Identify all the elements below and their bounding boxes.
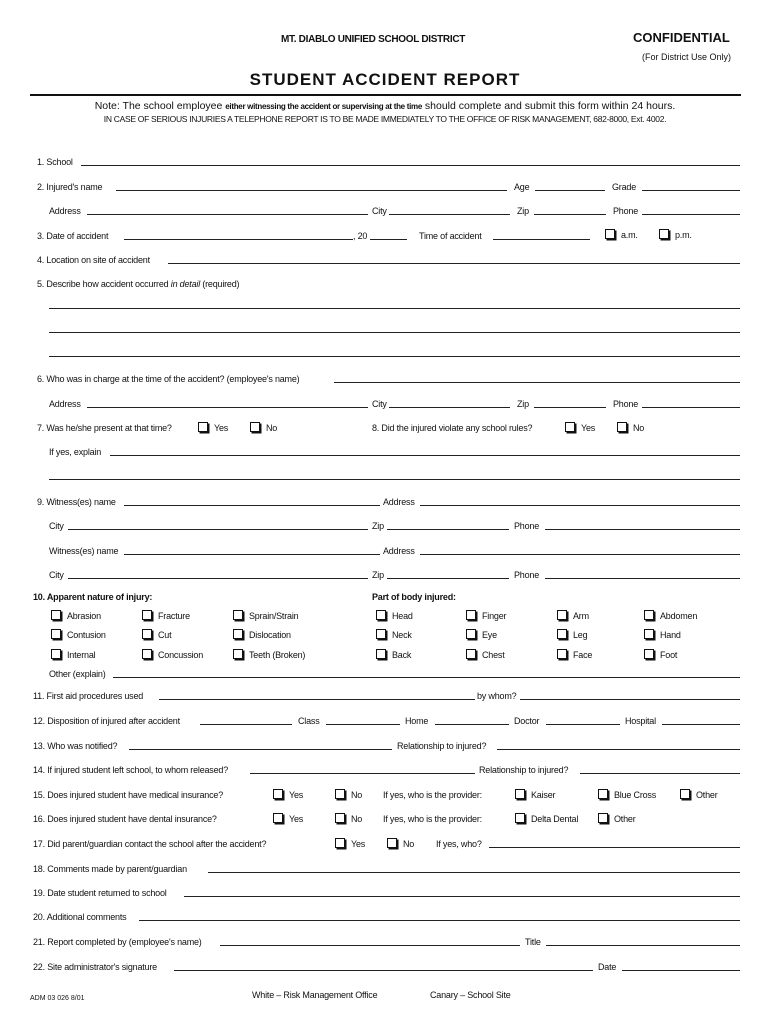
contact-yes-checkbox[interactable] [335,838,345,848]
medical-yes-option[interactable] [273,789,303,800]
present-no-option[interactable] [250,422,277,433]
witness-name-field[interactable] [124,505,380,506]
body-part-item-label: Neck [392,630,412,640]
contact-label: 17. Did parent/guardian contact the school after the accident? [33,839,267,849]
witness2-name-field[interactable] [124,554,380,555]
body-part-checkbox[interactable] [466,649,476,659]
body-part-item-label: Leg [573,630,588,640]
witness-address-label: Address [383,497,415,507]
body-part-item-label: Finger [482,611,507,621]
form-code: ADM 03 026 8/01 [30,995,85,1002]
dental-insurance-label: 16. Does injured student have dental insurance? [33,814,217,824]
body-part-checkbox[interactable] [466,610,476,620]
present-label: 7. Was he/she present at that time? [37,423,172,433]
body-part-option[interactable] [376,649,411,660]
witness-zip-field[interactable] [387,529,509,530]
school-label: 1. School [37,157,73,167]
charge-city-label: City [372,399,387,409]
location-field[interactable] [168,263,740,264]
contact-no-label: No [403,839,415,849]
if-yes-who-label: If yes, who? [436,839,482,849]
body-part-checkbox[interactable] [376,649,386,659]
kaiser-option[interactable] [515,789,555,800]
district-use-label: (For District Use Only) [642,52,732,62]
charge-zip-label: Zip [517,399,529,409]
kaiser-label: Kaiser [531,790,556,800]
witness2-zip-label: Zip [372,570,384,580]
additional-comments-label: 20. Additional comments [33,912,127,922]
violate-label: 8. Did the injured violate any school rules? [372,423,533,433]
contact-yes-option[interactable] [335,838,365,849]
body-part-checkbox[interactable] [644,629,654,639]
dental-other-option[interactable] [598,813,636,824]
injury-option[interactable] [142,629,171,640]
in-charge-label: 6. Who was in charge at the time of the accident? (employee's name) [37,374,300,384]
kaiser-checkbox[interactable] [515,789,525,799]
title-rule [30,94,741,96]
present-no-checkbox[interactable] [250,422,260,432]
witness-city-label: City [49,521,64,531]
date-of-accident-field[interactable] [124,239,353,240]
medical-provider-label: If yes, who is the provider: [383,790,482,800]
other-explain-label: Other (explain) [49,669,106,679]
age-label: Age [514,182,530,192]
medical-no-label: No [351,790,363,800]
injury-label: Abrasion [67,611,101,621]
signature-field[interactable] [174,970,593,971]
witness-city-field[interactable] [68,529,368,530]
injury-option[interactable] [142,649,203,660]
violate-no-checkbox[interactable] [617,422,627,432]
medical-yes-checkbox[interactable] [273,789,283,799]
witness-address-field[interactable] [420,505,740,506]
charge-address-label: Address [49,399,81,409]
body-part-option[interactable] [466,629,497,640]
city-field[interactable] [389,214,510,215]
released-label: 14. If injured student left school, to whom released? [33,765,229,775]
dental-no-label: No [351,814,363,824]
injury-option[interactable] [233,649,305,660]
injury-label: Concussion [158,650,204,660]
injury-label: Contusion [67,630,106,640]
submission-note: Note: The school employee either witnessing the accident or supervising at the time should complete and submit this form within 24 hours. [94,100,676,112]
city-label: City [372,206,387,216]
witness2-name-label: Witness(es) name [49,546,119,556]
pm-checkbox[interactable] [659,229,669,239]
violate-yes-label: Yes [581,423,596,433]
violate-no-label: No [633,423,645,433]
body-part-item-label: Chest [482,650,505,660]
body-part-checkbox[interactable] [644,649,654,659]
injury-checkbox[interactable] [142,629,152,639]
medical-other-checkbox[interactable] [680,789,690,799]
dental-yes-checkbox[interactable] [273,813,283,823]
body-part-option[interactable] [376,629,412,640]
body-part-checkbox[interactable] [644,610,654,620]
canary-copy-label: Canary – School Site [430,990,511,1000]
body-part-option[interactable] [644,649,677,660]
injury-checkbox[interactable] [51,649,61,659]
medical-other-option[interactable] [680,789,718,800]
medical-other-label: Other [696,790,718,800]
dental-no-checkbox[interactable] [335,813,345,823]
dental-yes-option[interactable] [273,813,303,824]
body-part-option[interactable] [557,629,587,640]
injury-checkbox[interactable] [51,610,61,620]
blue-cross-option[interactable] [598,789,656,800]
medical-no-checkbox[interactable] [335,789,345,799]
medical-yes-label: Yes [289,790,304,800]
by-whom-field[interactable] [520,699,740,700]
describe-line-1[interactable] [49,308,740,309]
am-option[interactable] [605,229,638,240]
title-field[interactable] [546,945,740,946]
injury-label: Dislocation [249,630,291,640]
disposition-field[interactable] [200,724,292,725]
class-label: Class [298,716,320,726]
body-part-checkbox[interactable] [376,629,386,639]
body-part-item-label: Hand [660,630,681,640]
body-part-option[interactable] [466,649,505,660]
injury-checkbox[interactable] [233,629,243,639]
nature-of-injury-label: 10. Apparent nature of injury: [33,592,153,602]
witness2-city-label: City [49,570,64,580]
injury-label: Fracture [158,611,190,621]
injury-option[interactable] [51,629,106,640]
notified-relationship-label: Relationship to injured? [397,741,487,751]
body-part-option[interactable] [466,610,506,621]
comments-field[interactable] [208,872,740,873]
additional-comments-field[interactable] [139,920,740,921]
dental-other-checkbox[interactable] [598,813,608,823]
in-charge-field[interactable] [334,382,740,383]
hospital-label: Hospital [625,716,656,726]
body-part-item-label: Abdomen [660,611,698,621]
first-aid-field[interactable] [159,699,475,700]
present-yes-checkbox[interactable] [198,422,208,432]
date-field[interactable] [622,970,740,971]
injury-label: Cut [158,630,172,640]
injury-checkbox[interactable] [233,649,243,659]
present-no-label: No [266,423,278,433]
time-of-accident-label: Time of accident [419,231,482,241]
charge-phone-label: Phone [613,399,639,409]
contact-yes-label: Yes [351,839,366,849]
injury-option[interactable] [233,629,291,640]
witness2-zip-field[interactable] [387,578,509,579]
body-part-option[interactable] [644,610,697,621]
injury-option[interactable] [142,610,190,621]
witness-phone-label: Phone [514,521,540,531]
if-yes-explain-label: If yes, explain [49,447,102,457]
returned-label: 19. Date student returned to school [33,888,167,898]
body-part-option[interactable] [376,610,413,621]
injury-label: Sprain/Strain [249,611,299,621]
injury-option[interactable] [233,610,298,621]
signature-label: 22. Site administrator's signature [33,962,157,972]
am-checkbox[interactable] [605,229,615,239]
confidential-label: CONFIDENTIAL [633,30,730,45]
violate-no-option[interactable] [617,422,644,433]
address-field[interactable] [87,214,368,215]
white-copy-label: White – Risk Management Office [252,990,378,1000]
witness2-city-field[interactable] [68,578,368,579]
medical-no-option[interactable] [335,789,362,800]
completed-by-field[interactable] [220,945,520,946]
witness2-address-label: Address [383,546,415,556]
date-of-accident-label: 3. Date of accident [37,231,109,241]
witness-name-label: 9. Witness(es) name [37,497,116,507]
delta-dental-option[interactable] [515,813,578,824]
injury-option[interactable] [51,649,95,660]
contact-no-checkbox[interactable] [387,838,397,848]
injured-name-label: 2. Injured's name [37,182,103,192]
completed-by-label: 21. Report completed by (employee's name) [33,937,202,947]
location-label: 4. Location on site of accident [37,255,150,265]
released-relationship-field[interactable] [580,773,740,774]
describe-line-3[interactable] [49,356,740,357]
school-field[interactable] [81,165,740,166]
dental-no-option[interactable] [335,813,362,824]
home-field[interactable] [435,724,509,725]
body-part-label: Part of body injured: [372,592,456,602]
describe-line-2[interactable] [49,332,740,333]
witness2-phone-label: Phone [514,570,540,580]
am-label: a.m. [621,230,638,240]
grade-field[interactable] [642,190,740,191]
witness2-address-field[interactable] [420,554,740,555]
body-part-item-label: Eye [482,630,497,640]
body-part-checkbox[interactable] [557,610,567,620]
present-yes-label: Yes [214,423,229,433]
body-part-checkbox[interactable] [466,629,476,639]
home-label: Home [405,716,429,726]
zip-field[interactable] [534,214,606,215]
injury-checkbox[interactable] [233,610,243,620]
contact-no-option[interactable] [387,838,414,849]
form-title: STUDENT ACCIDENT REPORT [249,70,521,89]
injury-checkbox[interactable] [142,610,152,620]
witness-phone-field[interactable] [545,529,740,530]
title-label: Title [525,937,541,947]
grade-label: Grade [612,182,637,192]
notified-relationship-field[interactable] [497,749,740,750]
notified-field[interactable] [129,749,392,750]
delta-dental-label: Delta Dental [531,814,579,824]
class-field[interactable] [326,724,400,725]
body-part-option[interactable] [557,649,592,660]
hospital-field[interactable] [662,724,740,725]
first-aid-label: 11. First aid procedures used [33,691,144,701]
time-of-accident-field[interactable] [493,239,590,240]
dental-yes-label: Yes [289,814,304,824]
comments-label: 18. Comments made by parent/guardian [33,864,187,874]
injury-checkbox[interactable] [51,629,61,639]
charge-phone-field[interactable] [642,407,740,408]
injury-label: Internal [67,650,96,660]
witness-zip-label: Zip [372,521,384,531]
body-part-checkbox[interactable] [376,610,386,620]
body-part-item-label: Foot [660,650,678,660]
doctor-label: Doctor [514,716,540,726]
body-part-item-label: Face [573,650,593,660]
body-part-option[interactable] [557,610,589,621]
witness2-phone-field[interactable] [545,578,740,579]
by-whom-label: by whom? [477,691,517,701]
charge-zip-field[interactable] [534,407,606,408]
present-yes-option[interactable] [198,422,228,433]
disposition-label: 12. Disposition of injured after accident [33,716,180,726]
explain-field[interactable] [110,455,740,456]
phone-field[interactable] [642,214,740,215]
released-field[interactable] [250,773,475,774]
blue-cross-label: Blue Cross [614,790,657,800]
date-label: Date [598,962,617,972]
year-field[interactable] [370,239,407,240]
dental-other-label: Other [614,814,636,824]
other-explain-field[interactable] [113,677,740,678]
charge-city-field[interactable] [389,407,510,408]
charge-address-field[interactable] [87,407,368,408]
year-prefix-label: , 20 [353,231,368,241]
injury-checkbox[interactable] [142,649,152,659]
dental-provider-label: If yes, who is the provider: [383,814,482,824]
injury-label: Teeth (Broken) [249,650,306,660]
body-part-checkbox[interactable] [557,629,567,639]
medical-insurance-label: 15. Does injured student have medical insurance? [33,790,224,800]
body-part-item-label: Arm [573,611,589,621]
violate-yes-checkbox[interactable] [565,422,575,432]
phone-label: Phone [613,206,639,216]
notified-label: 13. Who was notified? [33,741,118,751]
released-relationship-label: Relationship to injured? [479,765,569,775]
pm-label: p.m. [675,230,692,240]
injury-option[interactable] [51,610,101,621]
blue-cross-checkbox[interactable] [598,789,608,799]
injured-name-field[interactable] [116,190,507,191]
body-part-item-label: Back [392,650,412,660]
zip-label: Zip [517,206,529,216]
body-part-checkbox[interactable] [557,649,567,659]
address-label: Address [49,206,81,216]
body-part-item-label: Head [392,611,413,621]
delta-dental-checkbox[interactable] [515,813,525,823]
returned-field[interactable] [184,896,740,897]
pm-option[interactable] [659,229,692,240]
age-field[interactable] [535,190,605,191]
serious-injury-note: IN CASE OF SERIOUS INJURIES A TELEPHONE REPORT IS TO BE MADE IMMEDIATELY TO THE OFFICE OF RISK MANAGEMENT, 682-8000, Ext. 4002. [103,114,667,124]
if-yes-who-field[interactable] [489,847,740,848]
describe-label: 5. Describe how accident occurred in detail (required) [37,279,240,289]
doctor-field[interactable] [546,724,620,725]
district-name: MT. DIABLO UNIFIED SCHOOL DISTRICT [281,34,466,45]
violate-yes-option[interactable] [565,422,595,433]
explain-line-2[interactable] [49,479,740,480]
body-part-option[interactable] [644,629,681,640]
